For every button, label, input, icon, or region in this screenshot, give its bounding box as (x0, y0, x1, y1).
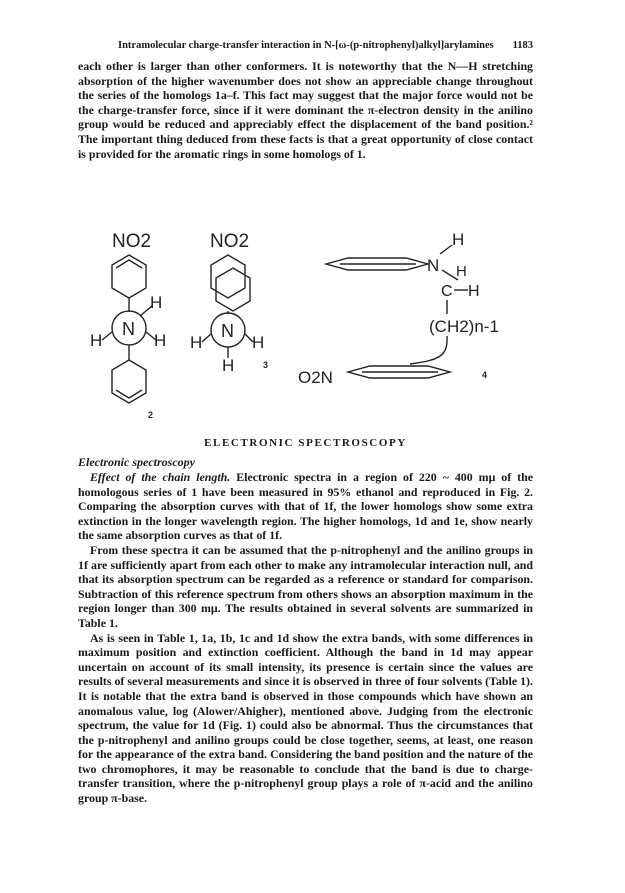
bond (102, 332, 112, 340)
structure-4 (298, 230, 499, 387)
phenyl-ring (112, 360, 146, 403)
structure-2-h-right: H (150, 293, 163, 312)
paragraph-text: From these spectra it can be assumed that the p-nitrophenyl and the anilino groups in 1f are sufficiently apart from each other to make any intramolecular interaction null, and that its absorption spectrum can be regarded as a reference or standard for comparison. Subtraction of this reference spectrum from others shows an absorption maximum in the region longer than 300 mμ. The results obtained in several solvents are summarized in Table 1. (78, 542, 533, 630)
bond (440, 245, 452, 254)
structure-3-h-left: H (190, 333, 203, 352)
page-number: 1183 (512, 40, 533, 51)
paragraph (78, 470, 533, 543)
page-header (118, 40, 533, 51)
section-heading: ELECTRONIC SPECTROSCOPY (204, 437, 407, 449)
paragraph-text: each other is larger than other conformers. It is noteworthy that the N—H stretching absorption of the higher wavenumber does not show an appreciable change throughout the series of the homologs 1a–f. This fact may suggest that the major force would not be the charge-transfer force, since if it were dominant the π-electron density in the anilino group would be reduced and appreciably effect the displacement of the band position.² The important thing deduced from these facts is that a great opportunity of close contact is provided for the aromatic rings in some homologs of 1. (78, 59, 533, 161)
structure-figure (90, 218, 520, 443)
structure-3-n-label: N (221, 321, 234, 341)
structure-3-h-right: H (252, 333, 265, 352)
structure-4-h-ch: H (456, 263, 467, 280)
structure-3-h-bottom: H (222, 356, 235, 375)
structure-3-no2-label: NO2 (210, 231, 250, 252)
structure-4-h-c: H (468, 283, 480, 300)
anilino-ring (216, 268, 250, 311)
structure-2 (90, 231, 166, 420)
chemical-structures (90, 218, 520, 443)
body-text (78, 470, 533, 806)
structure-4-number: 4 (482, 370, 488, 380)
structure-3-number: 3 (263, 360, 269, 370)
structure-2-h-left: H (90, 331, 103, 350)
nitrophenyl-ring (112, 255, 146, 298)
structure-3 (190, 231, 268, 375)
ring-bond (116, 260, 142, 268)
bond (202, 334, 211, 342)
structure-4-o2n-label: O2N (298, 368, 333, 387)
chain-curve (410, 336, 447, 364)
paragraph (78, 543, 533, 631)
structure-4-chain: (CH2)n-1 (429, 317, 499, 336)
structure-4-h-top: H (452, 230, 465, 249)
structure-2-number: 2 (148, 410, 154, 420)
paragraph-text: Electronic spectra in a region of 220 ~ 400 mμ of the homologous series of 1 have been measured in 95% ethanol and reproduced in Fig. 2. Comparing the absorption curves with that of 1f, the lower homologs show some extra extinction in the longer wavelength region. The higher homologs, 1d and 1e, show nearly the same absorption curves as that of 1f. (78, 470, 534, 543)
paragraph-text: As is seen in Table 1, 1a, 1b, 1c and 1d show the extra bands, with some differences in maximum position and extinction coefficient. Although the band in 1d may appear uncertain on account of its small intensity, its presence is certain since the values are results of several measurements and since it is observed in three of four solvents (Table 1). It is notable that the extra band is observed in those compounds which have shown an anomalous value, log (Alower/Ahigher), mentioned above. Judging from the electronic spectrum, the value for 1d (Fig. 1) could also be abnormal. Thus the circumstances that the p-nitrophenyl and anilino groups could be close together, seems, at least, one reason for the appearance of the extra band. Considering the band position and the nature of the two chromophores, it may be reasonable to conclude that the band is due to charge-transfer transition, where the p-nitrophenyl group plays a role of π-acid and the anilino group π-base. (78, 630, 533, 806)
structure-4-c-label: C (441, 283, 453, 300)
subheading: Electronic spectroscopy (78, 455, 195, 469)
paragraph (78, 631, 533, 806)
structure-2-h-bottom: H (154, 331, 167, 350)
ring-bond (116, 390, 142, 398)
structure-2-n-label: N (122, 319, 135, 339)
running-title: Intramolecular charge-transfer interaction in N-[ω-(p-nitrophenyl)alkyl]arylamines (118, 40, 494, 51)
intro-paragraph (78, 59, 533, 161)
run-in-heading: Effect of the chain length. (90, 470, 231, 484)
structure-2-no2-label: NO2 (112, 231, 152, 252)
structure-4-n-label: N (427, 256, 440, 275)
